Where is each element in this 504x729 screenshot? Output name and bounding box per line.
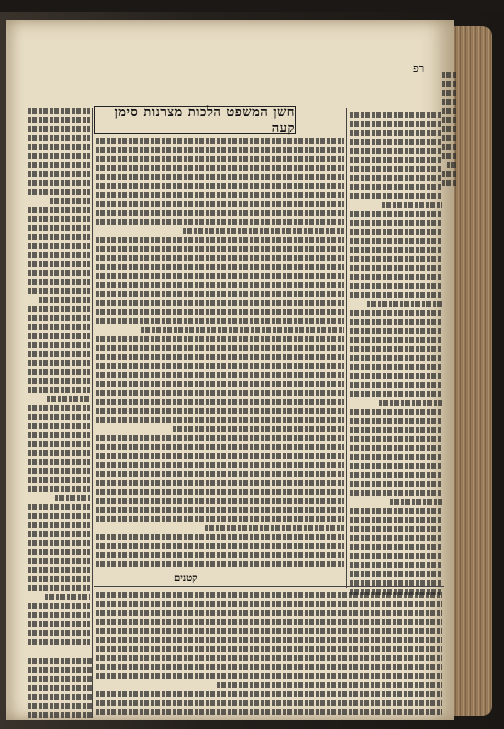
text-line <box>28 288 90 294</box>
text-line <box>96 507 344 513</box>
text-line <box>350 427 442 433</box>
text-line <box>350 373 442 379</box>
text-line <box>350 463 442 469</box>
text-line <box>350 571 442 577</box>
text-line <box>28 612 90 618</box>
text-line <box>28 117 90 123</box>
text-line <box>96 147 344 153</box>
text-line <box>28 378 90 384</box>
text-line <box>28 405 90 411</box>
text-line <box>96 318 344 324</box>
text-line <box>28 279 90 285</box>
text-line <box>96 534 344 540</box>
text-line <box>350 535 442 541</box>
text-line <box>442 99 456 105</box>
text-line <box>28 441 90 447</box>
text-line <box>350 409 442 415</box>
text-line <box>96 219 344 225</box>
scanner-strip <box>0 0 504 12</box>
text-line <box>28 351 90 357</box>
text-line <box>96 435 344 441</box>
text-line <box>350 112 442 118</box>
horizontal-rule <box>94 586 444 587</box>
text-line <box>28 153 90 159</box>
text-line <box>96 700 442 706</box>
text-line <box>28 126 90 132</box>
text-line <box>28 567 90 573</box>
text-line <box>96 264 344 270</box>
text-line <box>28 531 90 537</box>
text-line <box>96 408 344 414</box>
text-line <box>28 216 90 222</box>
text-line <box>350 211 442 217</box>
text-line <box>28 621 90 627</box>
text-line <box>96 363 344 369</box>
text-line <box>96 291 344 297</box>
text-line <box>350 454 442 460</box>
text-line <box>96 273 344 279</box>
text-line <box>96 646 442 652</box>
text-line <box>28 712 92 718</box>
text-line <box>442 135 456 141</box>
text-line <box>205 525 344 531</box>
text-line <box>350 310 442 316</box>
text-line <box>96 673 442 679</box>
text-line <box>96 345 344 351</box>
running-header <box>94 106 296 134</box>
text-line <box>390 499 442 505</box>
header-title: חשן המשפט הלכות מצרנות סימן קעה <box>114 105 295 136</box>
text-line <box>96 709 442 715</box>
text-line <box>45 594 90 600</box>
text-line <box>28 549 90 555</box>
text-line <box>28 585 90 591</box>
text-line <box>96 655 442 661</box>
text-line <box>442 144 456 150</box>
text-line <box>350 220 442 226</box>
text-line <box>28 234 90 240</box>
text-line <box>28 225 90 231</box>
text-line <box>447 162 456 168</box>
text-line <box>28 694 92 700</box>
book-page-edges <box>452 26 492 716</box>
text-line <box>96 282 344 288</box>
text-line <box>96 619 442 625</box>
text-line <box>350 292 442 298</box>
text-line <box>442 108 456 114</box>
text-line <box>379 400 442 406</box>
text-line <box>28 261 90 267</box>
text-line <box>96 372 344 378</box>
text-line <box>28 522 90 528</box>
text-line <box>96 390 344 396</box>
text-line <box>96 309 344 315</box>
text-line <box>350 157 442 163</box>
text-line <box>96 255 344 261</box>
text-line <box>96 210 344 216</box>
text-line <box>28 369 90 375</box>
column-rule-left <box>92 108 93 718</box>
page-number: רפ <box>413 62 425 75</box>
text-line <box>350 382 442 388</box>
text-line <box>96 691 442 697</box>
text-line <box>96 336 344 342</box>
text-line <box>28 342 90 348</box>
text-line <box>55 495 90 501</box>
text-line <box>39 297 90 303</box>
text-line <box>350 139 442 145</box>
text-line <box>28 414 90 420</box>
text-line <box>96 381 344 387</box>
text-line <box>96 444 344 450</box>
text-line <box>350 490 442 496</box>
text-line <box>350 355 442 361</box>
text-line <box>96 183 344 189</box>
text-line <box>28 135 90 141</box>
text-line <box>28 468 90 474</box>
text-line <box>96 462 344 468</box>
text-line <box>350 364 442 370</box>
commentary-column-right <box>350 112 442 602</box>
text-line <box>382 202 442 208</box>
text-line <box>442 171 456 177</box>
text-line <box>96 174 344 180</box>
text-line <box>367 301 442 307</box>
text-line <box>96 417 344 423</box>
text-line <box>350 283 442 289</box>
lower-commentary-block <box>96 592 442 722</box>
text-line <box>442 180 456 186</box>
text-line <box>173 426 344 432</box>
text-line <box>28 576 90 582</box>
text-line <box>350 508 442 514</box>
text-line <box>28 450 90 456</box>
text-line <box>28 639 90 645</box>
text-line <box>350 148 442 154</box>
text-line <box>96 471 344 477</box>
text-line <box>28 658 92 664</box>
text-line <box>96 138 344 144</box>
text-line <box>96 399 344 405</box>
text-line <box>28 180 90 186</box>
text-line <box>96 664 442 670</box>
commentary-column-left <box>28 108 90 648</box>
text-line <box>96 246 344 252</box>
text-line <box>28 243 90 249</box>
text-line <box>350 346 442 352</box>
text-line <box>350 553 442 559</box>
margin-notes <box>442 72 456 192</box>
text-line <box>28 504 90 510</box>
text-line <box>350 175 442 181</box>
text-line <box>96 628 442 634</box>
text-line <box>350 121 442 127</box>
text-line <box>28 189 90 195</box>
text-line <box>28 162 90 168</box>
text-line <box>350 562 442 568</box>
text-line <box>442 126 456 132</box>
text-line <box>96 561 344 567</box>
text-line <box>28 270 90 276</box>
text-line <box>96 165 344 171</box>
text-line <box>28 477 90 483</box>
text-line <box>96 156 344 162</box>
catchword: קטנים <box>174 573 198 584</box>
text-line <box>28 685 92 691</box>
text-line <box>96 354 344 360</box>
text-line <box>442 117 456 123</box>
lower-left-notes <box>28 658 92 728</box>
text-line <box>350 247 442 253</box>
text-line <box>28 108 90 114</box>
text-line <box>96 237 344 243</box>
text-line <box>350 193 442 199</box>
text-line <box>96 498 344 504</box>
text-line <box>50 198 90 204</box>
text-line <box>96 516 344 522</box>
text-line <box>350 130 442 136</box>
text-line <box>28 432 90 438</box>
text-line <box>442 153 456 159</box>
text-line <box>28 558 90 564</box>
column-rule-right <box>346 108 347 588</box>
text-line <box>350 256 442 262</box>
text-line <box>28 387 90 393</box>
text-line <box>96 552 344 558</box>
text-line <box>28 486 90 492</box>
text-line <box>350 526 442 532</box>
text-line <box>350 328 442 334</box>
text-line <box>141 327 344 333</box>
text-line <box>350 274 442 280</box>
text-line <box>28 171 90 177</box>
text-line <box>28 207 90 213</box>
main-text-column <box>96 138 344 570</box>
text-line <box>28 360 90 366</box>
text-line <box>442 90 456 96</box>
text-line <box>28 603 90 609</box>
text-line <box>28 630 90 636</box>
text-line <box>28 252 90 258</box>
text-line <box>350 445 442 451</box>
text-line <box>350 472 442 478</box>
text-line <box>350 337 442 343</box>
text-line <box>96 543 344 549</box>
text-line <box>28 333 90 339</box>
text-line <box>96 201 344 207</box>
text-line <box>96 637 442 643</box>
text-line <box>350 229 442 235</box>
text-line <box>183 228 344 234</box>
text-line <box>28 459 90 465</box>
text-line <box>28 667 92 673</box>
text-line <box>28 144 90 150</box>
text-line <box>442 81 456 87</box>
text-line <box>350 517 442 523</box>
text-line <box>96 453 344 459</box>
text-line <box>28 676 92 682</box>
text-line <box>350 544 442 550</box>
text-line <box>350 481 442 487</box>
text-line <box>350 184 442 190</box>
text-line <box>350 238 442 244</box>
text-line <box>350 166 442 172</box>
text-line <box>28 703 92 709</box>
text-line <box>28 423 90 429</box>
text-line <box>28 540 90 546</box>
text-line <box>217 682 442 688</box>
text-line <box>350 418 442 424</box>
text-line <box>96 592 442 598</box>
text-line <box>28 513 90 519</box>
text-line <box>96 300 344 306</box>
text-line <box>350 265 442 271</box>
text-line <box>96 610 442 616</box>
text-line <box>350 319 442 325</box>
text-line <box>47 396 90 402</box>
text-line <box>28 315 90 321</box>
text-line <box>28 324 90 330</box>
text-line <box>350 436 442 442</box>
text-line <box>96 489 344 495</box>
text-line <box>28 306 90 312</box>
text-line <box>350 391 442 397</box>
book-page <box>6 20 454 720</box>
text-line <box>96 480 344 486</box>
text-line <box>442 72 456 78</box>
text-line <box>96 601 442 607</box>
text-line <box>96 192 344 198</box>
